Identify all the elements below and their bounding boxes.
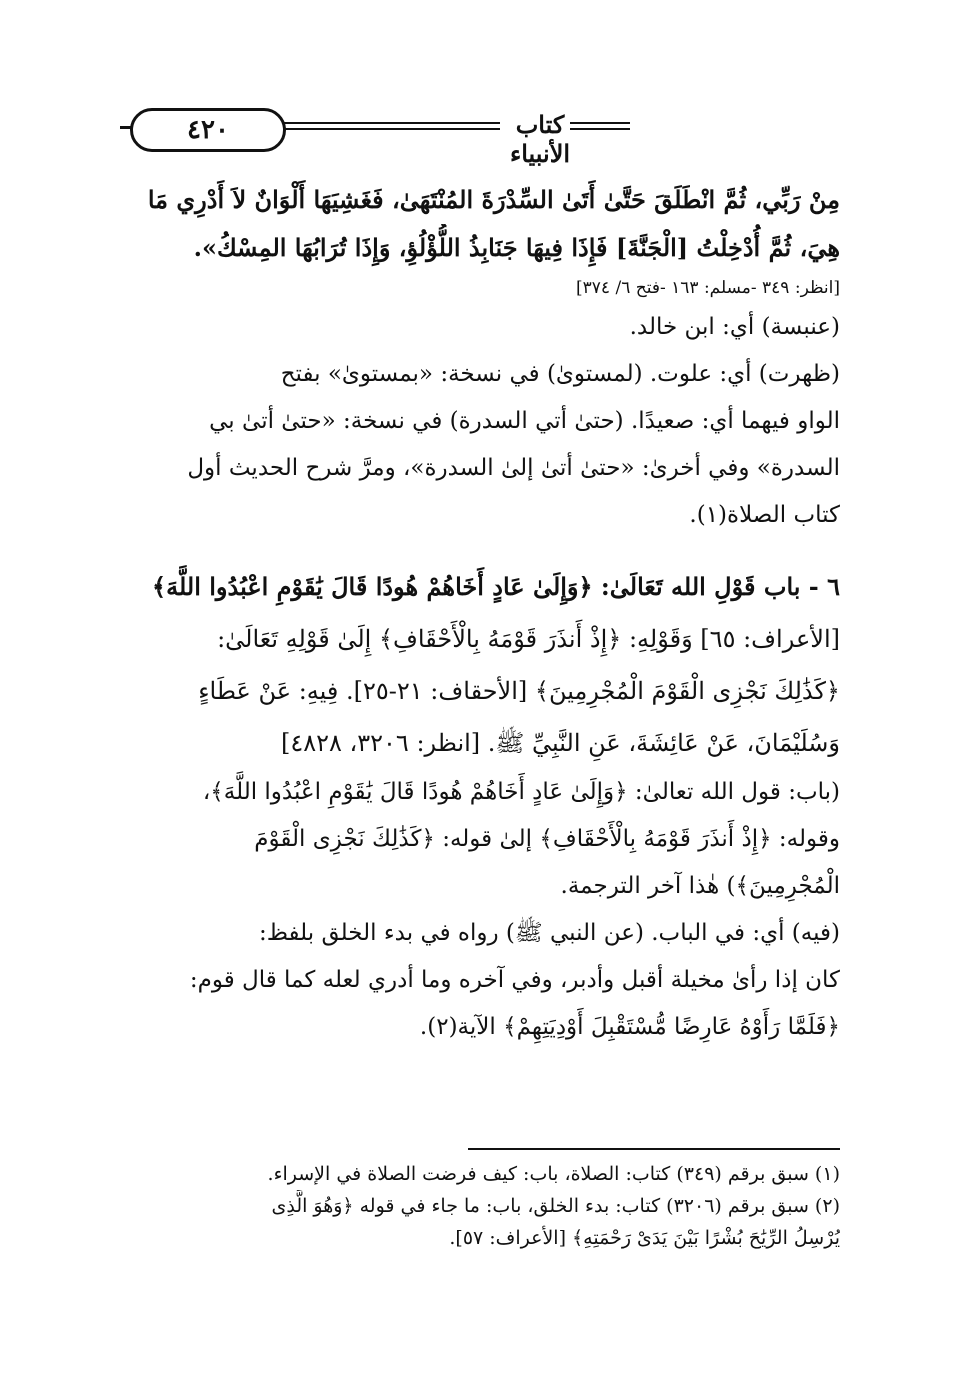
- chapter-heading-line: ﴿كَذَٰلِكَ نَجْزِى الْقَوْمَ الْمُجْرِمِينَ﴾ [الأحقاف: ٢١-٢٥]. فِيهِ: عَنْ عَطَاءٍ: [198, 677, 840, 705]
- commentary-line: السدرة» وفي أخرىٰ: «حتىٰ أتىٰ إلىٰ السدرة»، ومرَّ شرح الحديث أول: [187, 455, 840, 481]
- commentary-line: (عنبسة) أي: ابن خالد.: [629, 314, 840, 340]
- footnote-1: (١) سبق برقم (٣٤٩) كتاب: الصلاة، باب: كيف فرضت الصلاة في الإسراء.: [267, 1163, 840, 1185]
- commentary-line: الواو فيهما أي: صعيدًا. (حتىٰ أتي السدرة) في نسخة: «حتىٰ أتىٰ بي: [209, 408, 840, 434]
- footnote-2: (٢) سبق برقم (٣٢٠٦) كتاب: بدء الخلق، باب: ما جاء في قوله ﴿وَهُوَ الَّذِى: [271, 1195, 840, 1217]
- chapter-heading-line: [الأعراف: ٦٥] وَقَوْلِهِ: ﴿إِذْ أَنذَرَ قَوْمَهُ بِالْأَحْقَافِ﴾ إِلَىٰ قَوْلِهِ تَعَالَىٰ:: [217, 625, 840, 653]
- chapter-heading: ٦ - باب قَوْلِ الله تَعَالَىٰ: ﴿وَإِلَىٰ عَادٍ أَخَاهُمْ هُودًا قَالَ يَٰقَوْمِ اعْبُدُوا اللَّهَ﴾: [152, 572, 840, 601]
- section-gap: [120, 539, 840, 561]
- footnote-2-continuation: يُرْسِلُ الرِّيَٰحَ بُشْرًا بَيْنَ يَدَىْ رَحْمَتِهِ﴾ [الأعراف: ٥٧].: [449, 1227, 840, 1249]
- commentary-line: ﴿فَلَمَّا رَأَوْهُ عَارِضًا مُّسْتَقْبِلَ أَوْدِيَتِهِمْ﴾ الآية(٢).: [419, 1014, 840, 1040]
- header-rule-left: [280, 122, 500, 124]
- hadith-line: مِنْ رَبِّي، ثُمَّ انْطَلَقَ حَتَّىٰ أَتَىٰ السِّدْرَةَ المُنْتَهَىٰ، فَغَشِيَهَا أَلْوَانٌ لاَ أَدْرِي مَا: [147, 185, 840, 214]
- reference-line: [انظر: ٣٤٩ -مسلم: ١٦٣ -فتح ٦/ ٣٧٤]: [576, 278, 840, 298]
- page-number: ٤٢٠: [130, 108, 286, 152]
- commentary-line: كان إذا رأىٰ مخيلة أقبل وأدبر، وفي آخره وما أدري لعله كما قال قوم:: [189, 967, 840, 993]
- commentary-line: الْمُجْرِمِينَ﴾) هٰذا آخر الترجمة.: [560, 873, 840, 899]
- chapter-heading-line: وَسُلَيْمَانَ، عَنْ عَائِشَةَ، عَنِ النَّبِيِّ ﷺ. [انظر: ٣٢٠٦، ٤٨٢٨]: [280, 729, 840, 757]
- page-body: [120, 176, 840, 1051]
- hadith-line: هِيَ، ثُمَّ أُدْخِلْتُ [الْجَنَّةَ] فَإِذَا فِيهَا جَنَابِذُ اللُّؤْلُؤِ، وَإِذَا تُرَابُهَا المِسْكُ».: [193, 233, 840, 262]
- header-rule-left-2: [280, 128, 500, 130]
- commentary-line: (باب: قول الله تعالىٰ: ﴿وَإِلَىٰ عَادٍ أَخَاهُمْ هُودًا قَالَ يَٰقَوْمِ اعْبُدُوا اللَّهَ﴾،: [202, 779, 840, 805]
- commentary-line: (فيه) أي: في الباب. (عن النبي ﷺ) رواه في بدء الخلق بلفظ:: [258, 920, 840, 946]
- footnotes: [120, 1158, 840, 1254]
- commentary-line: وقوله: ﴿إِذْ أَنذَرَ قَوْمَهُ بِالْأَحْقَافِ﴾ إلىٰ قوله: ﴿كَذَٰلِكَ نَجْزِى الْقَوْمَ: [254, 826, 840, 852]
- page-header: [120, 104, 840, 168]
- footnote-divider: [468, 1148, 840, 1150]
- commentary-line: (ظهرت) أي: علوت. (لمستوىٰ) في نسخة: «بمستوىٰ» بفتح: [280, 361, 840, 387]
- running-title: كتاب الأنبياء: [509, 110, 571, 168]
- commentary-line: كتاب الصلاة(١).: [689, 502, 840, 528]
